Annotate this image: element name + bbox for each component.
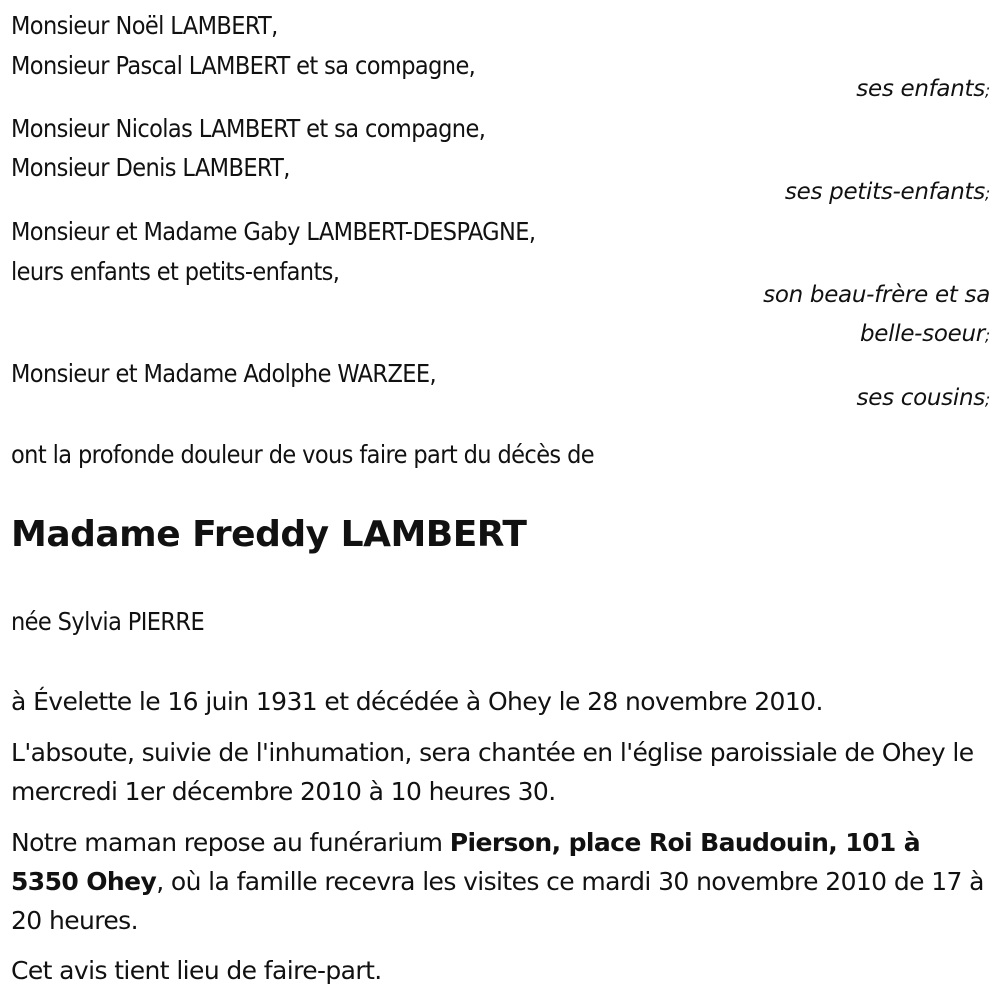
relation-label: ses petits-enfants; — [784, 179, 990, 205]
mourner-line: Monsieur Nicolas LAMBERT et sa compagne, — [11, 114, 486, 143]
birth-death-paragraph: à Évelette le 16 juin 1931 et décédée à Ohey le 28 novembre 2010. — [11, 687, 823, 716]
funeral-home-paragraph: Notre maman repose au funérarium Pierson, place Roi Baudouin, 101 à 5350 Ohey, où la famille recevra les visites ce mardi 30 novembre 2010 de 17 à 20 heures. — [11, 828, 984, 935]
mourner-line: Monsieur et Madame Gaby LAMBERT-DESPAGNE, — [11, 217, 536, 246]
funeral-home-address: Pierson, place Roi Baudouin, 101 à 5350 Ohey — [11, 828, 921, 896]
mourner-line: Monsieur et Madame Adolphe WARZEE, — [11, 359, 437, 388]
deceased-name: Madame Freddy LAMBERT — [11, 514, 527, 555]
maiden-name: née Sylvia PIERRE — [11, 607, 205, 636]
closing-paragraph: Cet avis tient lieu de faire-part. — [11, 956, 382, 985]
relation-label: belle-soeur; — [859, 321, 990, 347]
mourner-line: Monsieur Pascal LAMBERT et sa compagne, — [11, 51, 476, 80]
mourner-line: Monsieur Denis LAMBERT, — [11, 153, 290, 182]
relation-label: ses enfants; — [856, 76, 990, 102]
relation-label: son beau-frère et sa — [763, 282, 990, 308]
mourner-line: Monsieur Noël LAMBERT, — [11, 11, 278, 40]
announcement-text: ont la profonde douleur de vous faire part du décès de — [11, 440, 595, 469]
mourner-line: leurs enfants et petits-enfants, — [11, 257, 340, 286]
relation-label: ses cousins; — [856, 385, 990, 411]
ceremony-paragraph: L'absoute, suivie de l'inhumation, sera chantée en l'église paroissiale de Ohey le mercredi 1er décembre 2010 à 10 heures 30. — [11, 738, 974, 806]
